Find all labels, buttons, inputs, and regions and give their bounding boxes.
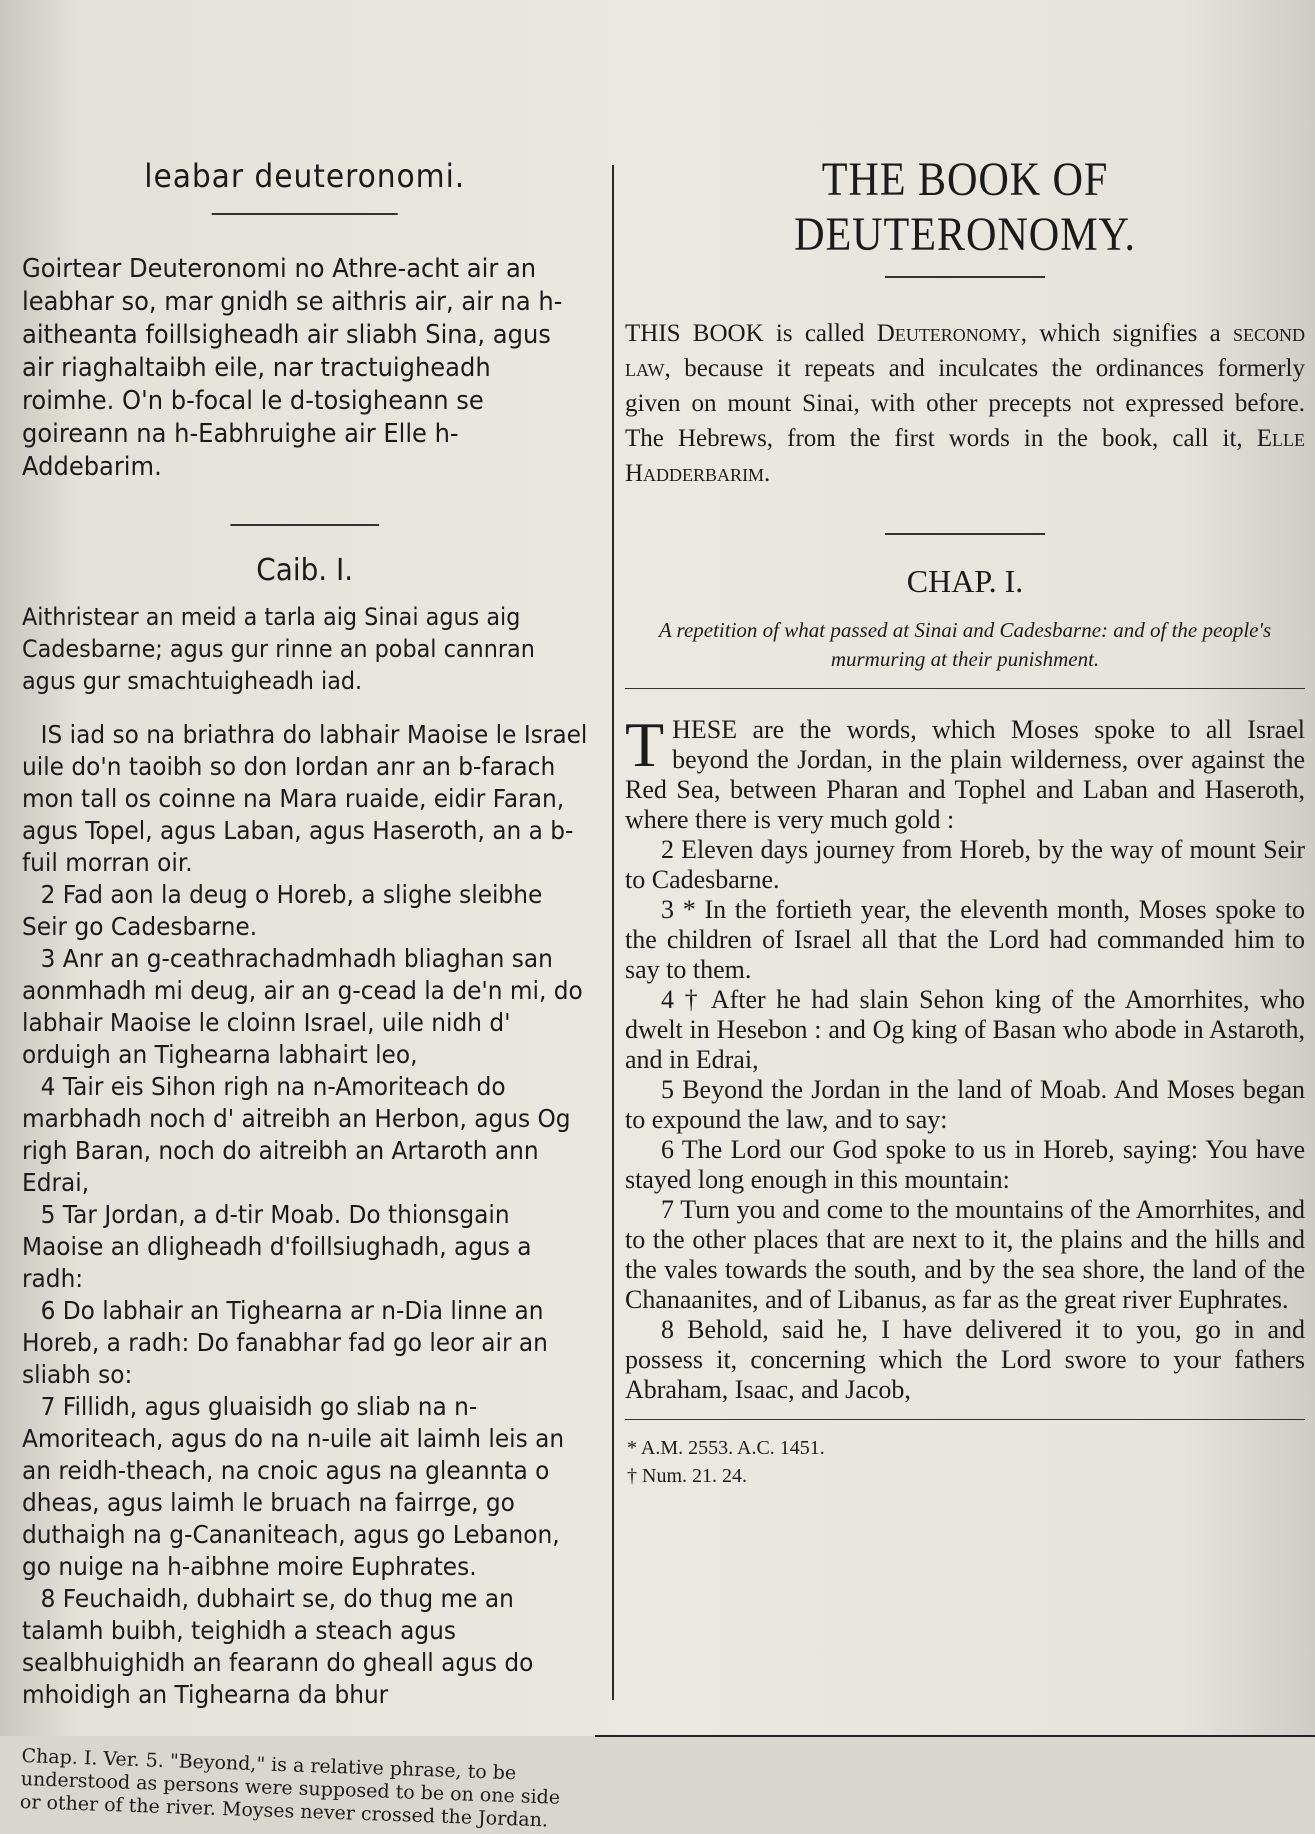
irish-verse: 6 Do labhair an Tighearna ar n-Dia linne an Horeb, a radh: Do fanabhar fad go leor air an sliabh so: (22, 1296, 548, 1389)
footnote: * A.M. 2553. A.C. 1451. (627, 1437, 825, 1459)
irish-verse: 8 Feuchaidh, dubhairt se, do thug me an talamh buibh, teighidh a steach agus sealbhuighidh an fearann do gheall agus do mhoidigh an Tighearna da bhur (22, 1584, 534, 1709)
irish-chapter-heading: Caib. I. (256, 553, 354, 588)
english-chapter-heading: CHAP. I. (906, 563, 1024, 599)
english-verse: 2 Eleven days journey from Horeb, by the way of mount Seir to Cadesbarne. (625, 835, 1305, 894)
irish-verse: 2 Fad aon la deug o Horeb, a slighe sleibhe Seir go Cadesbarne. (22, 880, 543, 941)
intro-rule (230, 524, 379, 526)
english-verse (625, 709, 1305, 835)
footnote: † Num. 21. 24. (627, 1465, 747, 1487)
footnote-rule (625, 1419, 1305, 1420)
english-verse: 4 † After he had slain Sehon king of the Amorrhites, who dwelt in Hesebon : and Og king of Basan who abode in Astaroth, and in Edrai, (625, 985, 1305, 1074)
summary-rule (625, 688, 1305, 689)
english-chapter-summary: A repetition of what passed at Sinai and Cadesbarne: and of the people's murmuring at their punishment. (658, 618, 1272, 671)
intro-text: is called (763, 320, 877, 347)
irish-verse: 3 Anr an g-ceathrachadmhadh bliaghan san aonmhadh mi deug, air an g-cead la de'n mi, do labhair Maoise le cloinn Israel, uile nidh d' orduigh an Tighearna labhairt leo, (22, 944, 583, 1069)
irish-verses (22, 719, 587, 1711)
english-verse: 3 * In the fortieth year, the eleventh month, Moses spoke to the children of Israel all that the Lord had commanded him to say to them. (625, 895, 1305, 984)
irish-title: leabar deuteronomi. (144, 157, 466, 195)
intro-smallcaps: Deuteronomy, (876, 320, 1028, 347)
irish-chapter-summary: Aithristear an meid a tarla aig Sinai agus aig Cadesbarne; agus gur rinne an pobal cannran agus gur smachtuigheadh iad. (22, 603, 535, 695)
english-column (625, 140, 1305, 1490)
english-verse: 6 The Lord our God spoke to us in Horeb, saying: You have stayed long enough in this mountain: (625, 1135, 1305, 1194)
intro-smallcaps: second law, (625, 320, 1305, 382)
english-footnotes (625, 1434, 1305, 1490)
intro-text: because it repeats and inculcates the ordinances formerly given on mount Sinai, with other precepts not expressed before. The Hebrews, from the first words in the book, call it, (625, 355, 1305, 452)
irish-verse: IS iad so na briathra do labhair Maoise le Israel uile do'n taoibh so don Iordan anr an b-farach mon tall os coinne na Mara ruaide, eidir Faran, agus Topel, agus Laban, agus Haseroth, an a b-fuil morran oir. (22, 720, 588, 877)
intro-rule (885, 533, 1045, 535)
irish-verse: 4 Tair eis Sihon righ na n-Amoriteach do marbhadh noch d' aitreibh an Herbon, agus Og righ Baran, noch do aitreibh an Artaroth ann Edrai, (22, 1072, 571, 1197)
intro-smallcaps: Elle Hadderbarim. (625, 425, 1305, 487)
english-title: THE BOOK OF DEUTERONOMY. (794, 153, 1136, 261)
english-verse: 7 Turn you and come to the mountains of the Amorrhites, and to the other places that are next to it, the plains and the hills and the vales towards the south, and by the sea shore, the land of the Chanaanites, and of Libanus, as far as the great river Euphrates. (625, 1195, 1305, 1314)
irish-footnote: Chap. I. Ver. 5. "Beyond," is a relative phrase, to be understood as persons were supposed to be on one side or other of the river. Moyses never crossed the Jordan. (19, 1745, 561, 1832)
drop-cap: T (625, 709, 665, 780)
irish-verse: 5 Tar Jordan, a d-tir Moab. Do thionsgain Maoise an dligheadh d'foillsiughadh, agus a radh: (22, 1200, 532, 1293)
english-intro (625, 316, 1305, 491)
english-verse: 8 Behold, said he, I have delivered it to you, go in and possess it, concerning which the Lord swore to your fathers Abraham, Isaac, and Jacob, (625, 1315, 1305, 1404)
title-rule (885, 276, 1045, 278)
english-verse: 5 Beyond the Jordan in the land of Moab. And Moses began to expound the law, and to say: (625, 1075, 1305, 1134)
english-verses (625, 709, 1305, 1405)
intro-lead: THIS BOOK (625, 320, 764, 347)
irish-column (19, 140, 588, 1832)
irish-verse: 7 Fillidh, agus gluaisidh go sliab na n-Amoriteach, agus do na n-uile ait laimh leis an an reidh-theach, na cnoic agus na gleannta o dheas, agus laimh le bruach na fairrge, go duthaigh na g-Cananiteach, agus go Lebanon, go nuige na h-aibhne moire Euphrates. (22, 1392, 565, 1581)
verse-text: HESE are the words, which Moses spoke to all Israel beyond the Jordan, in the plain wilderness, over against the Red Sea, between Pharan and Tophel and Laban and Haseroth, where there is very much gold : (625, 715, 1305, 834)
intro-text: which signifies a (1027, 320, 1233, 347)
title-rule (212, 213, 398, 215)
irish-intro: Goirtear Deuteronomi no Athre-acht air an leabhar so, mar gnidh se aithris air, air na h-aitheanta foillsigheadh air sliabh Sina, agus air riaghaltaibh eile, nar tractuigheadh roimhe. O'n b-focal le d-tosigheann se goireann na h-Eabhruighe air Elle h-Addebarim. (22, 254, 563, 482)
